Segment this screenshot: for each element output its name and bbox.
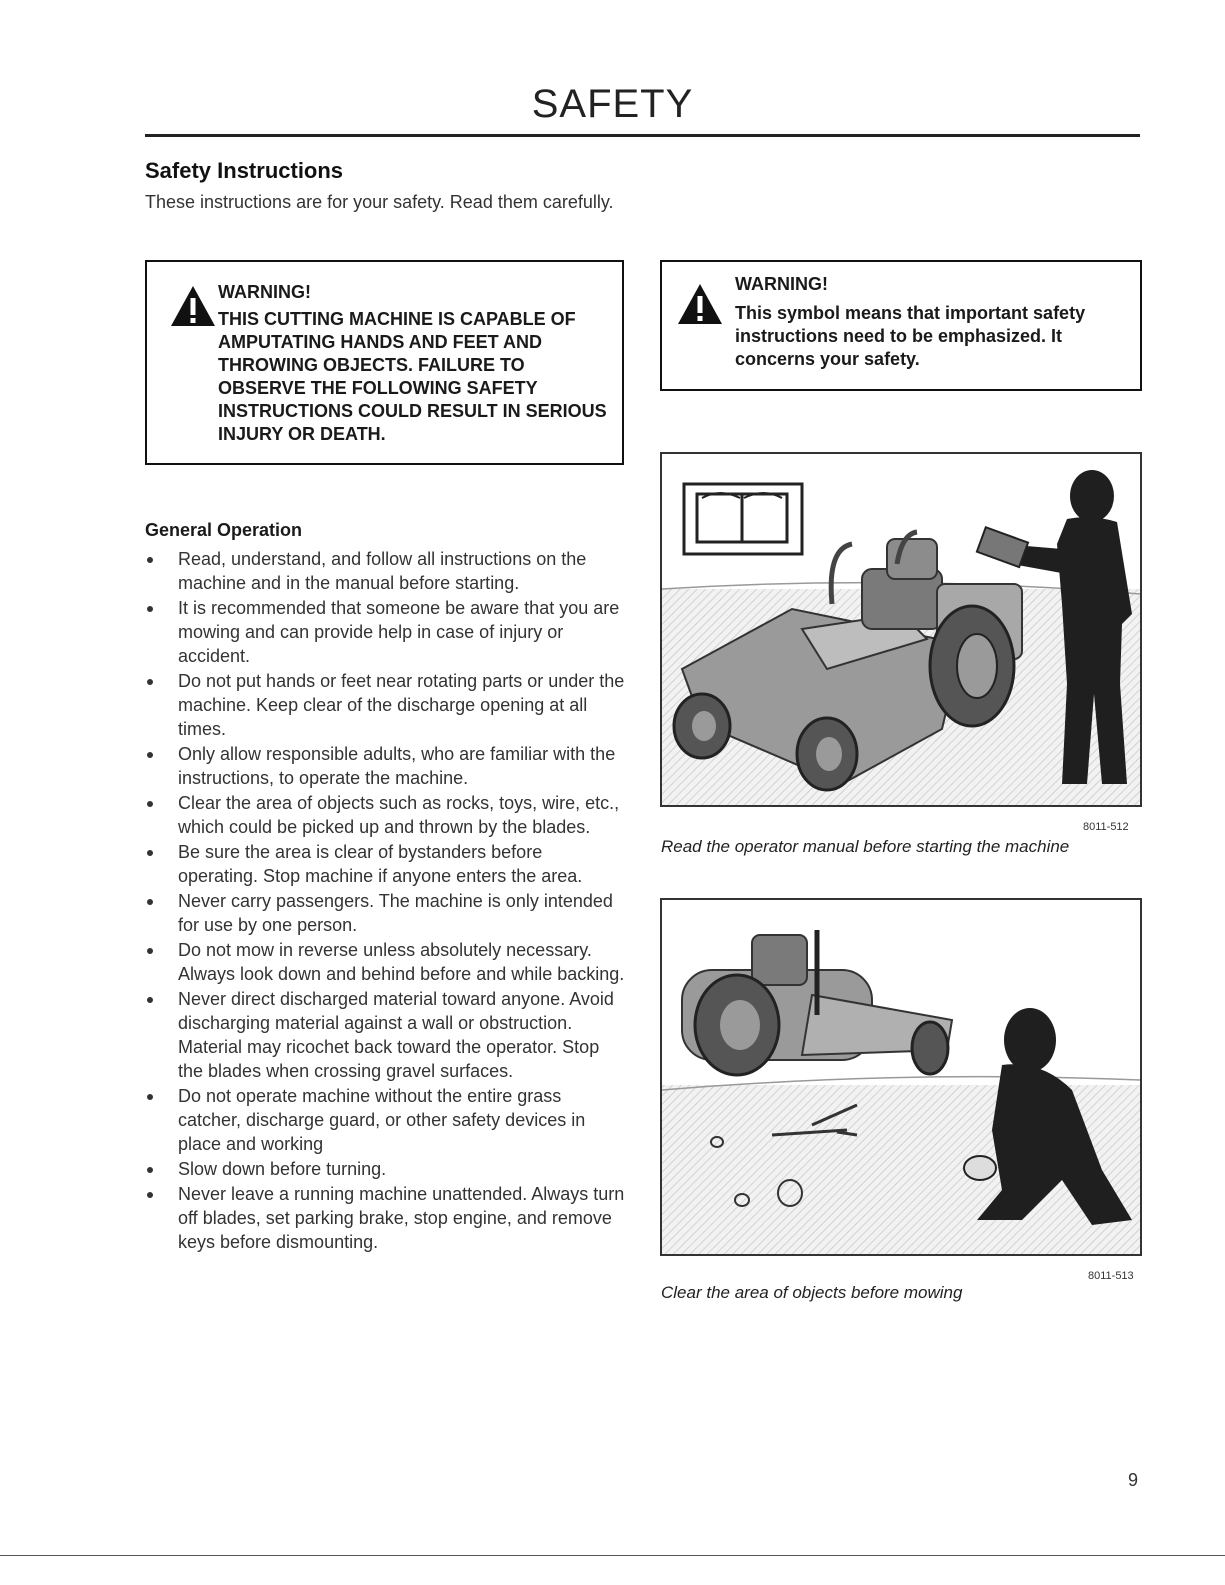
mower-operator-manual-illustration bbox=[662, 454, 1140, 805]
clear-objects-illustration bbox=[662, 900, 1140, 1254]
list-item bbox=[145, 987, 625, 1083]
warning-triangle-icon bbox=[169, 284, 217, 328]
title-divider bbox=[145, 134, 1140, 137]
list-item-text: Do not put hands or feet near rotating parts or under the machine. Keep clear of the discharge opening at all times. bbox=[178, 671, 625, 739]
manual-book-icon bbox=[684, 484, 802, 554]
list-item-text: Never leave a running machine unattended. Always turn off blades, set parking brake, stop engine, and remove keys before dismounting. bbox=[178, 1184, 625, 1252]
figure-number: 8011-513 bbox=[1088, 1270, 1134, 1282]
list-item bbox=[145, 1182, 625, 1254]
list-item-text: Read, understand, and follow all instructions on the machine and in the manual before starting. bbox=[178, 549, 587, 593]
figure-clear-area bbox=[660, 898, 1142, 1256]
list-item bbox=[145, 1084, 625, 1156]
list-item bbox=[145, 840, 625, 888]
figure-caption: Clear the area of objects before mowing bbox=[661, 1283, 963, 1302]
figure-read-manual bbox=[660, 452, 1142, 807]
bullet-icon bbox=[147, 997, 153, 1003]
list-item-text: Be sure the area is clear of bystanders before operating. Stop machine if anyone enters the area. bbox=[178, 842, 583, 886]
section-heading: Safety Instructions bbox=[145, 158, 344, 183]
bullet-icon bbox=[147, 899, 153, 905]
list-item-text: Never direct discharged material toward anyone. Avoid discharging material against a wall or obstruction. Material may ricochet back toward the operator. Stop the blades when crossing gravel surfaces. bbox=[178, 989, 614, 1081]
page-title: SAFETY bbox=[531, 82, 694, 126]
warning-box-symbol bbox=[660, 260, 1142, 391]
warning-body: This symbol means that important safety instructions need to be emphasized. It concerns your safety. bbox=[735, 303, 1086, 369]
general-operation-list bbox=[145, 547, 625, 1255]
section-intro: These instructions are for your safety. Read them carefully. bbox=[145, 192, 614, 212]
list-item bbox=[145, 938, 625, 986]
bullet-icon bbox=[147, 948, 153, 954]
bullet-icon bbox=[147, 752, 153, 758]
bullet-icon bbox=[147, 1094, 153, 1100]
bullet-icon bbox=[147, 1167, 153, 1173]
general-operation-heading: General Operation bbox=[145, 520, 303, 540]
bullet-icon bbox=[147, 679, 153, 685]
warning-body: THIS CUTTING MACHINE IS CAPABLE OF AMPUTATING HANDS AND FEET AND THROWING OBJECTS. FAILURE TO OBSERVE THE FOLLOWING SAFETY INSTRUCTIONS COULD RESULT IN SERIOUS INJURY OR DEATH. bbox=[218, 309, 607, 444]
warning-triangle-icon bbox=[676, 282, 724, 326]
bullet-icon bbox=[147, 1192, 153, 1198]
list-item-text: Do not operate machine without the entire grass catcher, discharge guard, or other safety devices in place and working bbox=[178, 1086, 586, 1154]
bullet-icon bbox=[147, 801, 153, 807]
bullet-icon bbox=[147, 606, 153, 612]
list-item bbox=[145, 596, 625, 668]
list-item-text: Never carry passengers. The machine is only intended for use by one person. bbox=[178, 891, 613, 935]
page-number: 9 bbox=[1128, 1470, 1139, 1490]
list-item-text: Only allow responsible adults, who are familiar with the instructions, to operate the machine. bbox=[178, 744, 616, 788]
list-item-text: It is recommended that someone be aware that you are mowing and can provide help in case of injury or accident. bbox=[178, 598, 620, 666]
warning-title: WARNING! bbox=[735, 274, 828, 294]
list-item bbox=[145, 889, 625, 937]
list-item-text: Do not mow in reverse unless absolutely necessary. Always look down and behind before and while backing. bbox=[178, 940, 625, 984]
warning-title: WARNING! bbox=[218, 282, 311, 302]
figure-number: 8011-512 bbox=[1083, 821, 1129, 833]
list-item-text: Clear the area of objects such as rocks, toys, wire, etc., which could be picked up and thrown by the blades. bbox=[178, 793, 620, 837]
list-item bbox=[145, 669, 625, 741]
bullet-icon bbox=[147, 557, 153, 563]
list-item bbox=[145, 791, 625, 839]
list-item-text: Slow down before turning. bbox=[178, 1159, 387, 1179]
warning-box-amputation bbox=[145, 260, 624, 465]
figure-caption: Read the operator manual before starting the machine bbox=[661, 837, 1070, 856]
list-item bbox=[145, 742, 625, 790]
list-item bbox=[145, 1157, 625, 1181]
list-item bbox=[145, 547, 625, 595]
bullet-icon bbox=[147, 850, 153, 856]
bottom-edge-line bbox=[0, 1555, 1225, 1556]
